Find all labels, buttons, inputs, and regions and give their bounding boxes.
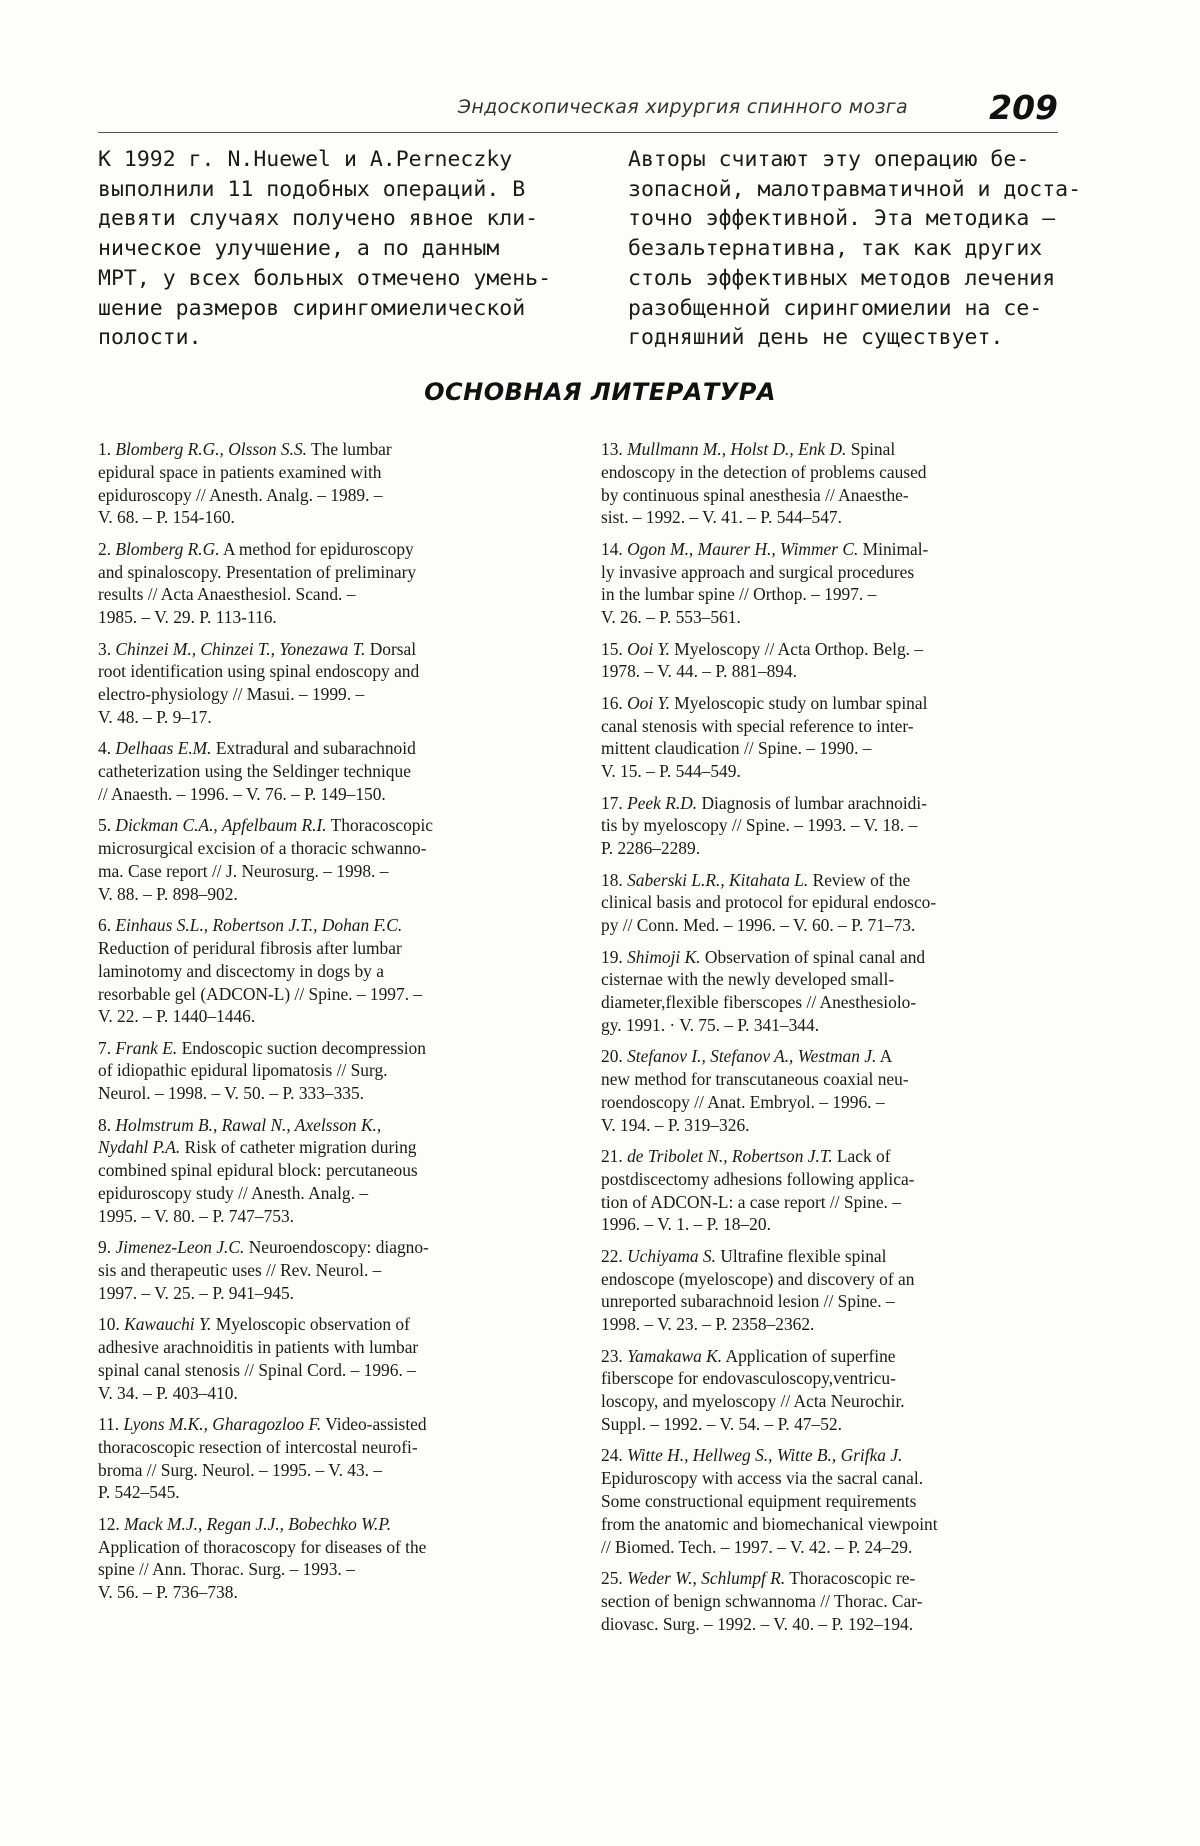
reference-line: endoscopy in the detection of problems caused bbox=[601, 461, 927, 482]
reference-authors: Kawauchi Y. bbox=[124, 1314, 212, 1335]
reference-line: Some constructional equipment requirements bbox=[601, 1491, 917, 1511]
reference-line: sist. – 1992. – V. 41. – P. 544–547. bbox=[601, 507, 842, 528]
reference-line: spine // Ann. Thorac. Surg. – 1993. – bbox=[98, 1559, 355, 1580]
reference-line: root identification using spinal endoscopy and bbox=[98, 661, 420, 682]
reference-line: diameter,flexible fiberscopes // Anesthesiolo- bbox=[601, 992, 917, 1013]
reference-line: laminotomy and discectomy in dogs by a bbox=[98, 960, 384, 981]
reference-line: ma. Case report // J. Neurosurg. – 1998. – bbox=[98, 860, 389, 881]
reference-text: Ultrafine flexible spinal bbox=[715, 1245, 887, 1266]
reference-line bbox=[601, 1045, 1066, 1068]
reference-number: 14. bbox=[601, 538, 628, 559]
reference-authors: Shimoji K. bbox=[627, 946, 701, 967]
reference-text: Dorsal bbox=[365, 638, 417, 659]
reference-line bbox=[98, 438, 563, 461]
references-right-column bbox=[601, 438, 1066, 1644]
reference-number: 6. bbox=[98, 915, 116, 936]
reference-line: of idiopathic epidural lipomatosis // Surg. bbox=[98, 1060, 388, 1081]
reference-line: loscopy, and myeloscopy // Acta Neurochir. bbox=[601, 1391, 905, 1412]
reference-line: Application of thoracoscopy for diseases of the bbox=[98, 1536, 427, 1557]
reference-line: V. 26. – P. 553–561. bbox=[601, 607, 741, 628]
reference-authors: Witte H., Hellweg S., Witte B., Grifka J. bbox=[627, 1445, 903, 1466]
reference-item bbox=[601, 869, 1066, 937]
reference-number: 18. bbox=[601, 869, 628, 890]
intro-line: ническое улучшение, а по данным bbox=[98, 236, 500, 262]
intro-line: безальтернативна, так как других bbox=[628, 236, 1043, 262]
intro-line: столь эффективных методов лечения bbox=[628, 265, 1056, 291]
reference-number: 21. bbox=[601, 1146, 628, 1167]
reference-number: 25. bbox=[601, 1567, 628, 1588]
reference-number: 9. bbox=[98, 1237, 116, 1258]
reference-text: Thoracoscopic re- bbox=[785, 1567, 916, 1588]
reference-line: py // Conn. Med. – 1996. – V. 60. – P. 71–73. bbox=[601, 915, 916, 936]
reference-number: 23. bbox=[601, 1345, 628, 1366]
reference-line bbox=[98, 638, 563, 661]
intro-line: девяти случаях получено явное кли- bbox=[98, 206, 539, 232]
reference-line: cisternae with the newly developed small- bbox=[601, 969, 895, 990]
reference-text: Video-assisted bbox=[321, 1414, 427, 1435]
reference-authors: Chinzei M., Chinzei T., Yonezawa T. bbox=[115, 638, 366, 659]
reference-authors: Mullmann M., Holst D., Enk D. bbox=[627, 439, 847, 459]
reference-line: V. 56. – P. 736–738. bbox=[98, 1582, 238, 1603]
reference-line: epiduroscopy study // Anesth. Analg. – bbox=[98, 1183, 369, 1204]
reference-line bbox=[98, 1236, 563, 1259]
page-header bbox=[98, 88, 1058, 133]
reference-line: results // Acta Anaesthesiol. Scand. – bbox=[98, 584, 356, 605]
reference-authors: Peek R.D. bbox=[627, 792, 698, 813]
reference-authors: Saberski L.R., Kitahata L. bbox=[627, 869, 809, 890]
reference-line: new method for transcutaneous coaxial neu- bbox=[601, 1069, 909, 1090]
intro-line: зопасной, малотравматичной и доста- bbox=[628, 176, 1082, 202]
reference-line: and spinaloscopy. Presentation of preliminary bbox=[98, 561, 417, 582]
reference-line: P. 2286–2289. bbox=[601, 838, 701, 859]
reference-line: V. 15. – P. 544–549. bbox=[601, 761, 741, 782]
reference-line: V. 48. – P. 9–17. bbox=[98, 706, 212, 727]
reference-line bbox=[98, 1313, 563, 1336]
intro-line: годняшний день не существует. bbox=[628, 325, 1004, 351]
reference-text: Extradural and subarachnoid bbox=[211, 738, 416, 759]
reference-item bbox=[98, 914, 563, 1028]
reference-item bbox=[98, 538, 563, 629]
reference-text: Endoscopic suction decompression bbox=[177, 1037, 426, 1058]
reference-number: 10. bbox=[98, 1314, 125, 1335]
reference-number: 24. bbox=[601, 1445, 628, 1466]
reference-line: Epiduroscopy with access via the sacral canal. bbox=[601, 1468, 924, 1489]
reference-authors: Ooi Y. bbox=[627, 638, 670, 659]
reference-line: sis and therapeutic uses // Rev. Neurol. – bbox=[98, 1260, 382, 1281]
reference-item bbox=[98, 737, 563, 805]
reference-line bbox=[601, 692, 1066, 715]
reference-item bbox=[601, 1444, 1066, 1558]
reference-item bbox=[601, 538, 1066, 629]
reference-line: mittent claudication // Spine. – 1990. – bbox=[601, 738, 872, 759]
reference-number: 20. bbox=[601, 1046, 628, 1067]
reference-line bbox=[98, 737, 563, 760]
reference-number: 3. bbox=[98, 638, 116, 659]
reference-line: adhesive arachnoiditis in patients with lumbar bbox=[98, 1337, 419, 1358]
reference-line: canal stenosis with special reference to inter- bbox=[601, 715, 914, 736]
section-heading: ОСНОВНАЯ ЛИТЕРАТУРА bbox=[424, 378, 776, 406]
reference-item bbox=[98, 1313, 563, 1404]
reference-line: unreported subarachnoid lesion // Spine. – bbox=[601, 1291, 895, 1312]
reference-number: 2. bbox=[98, 538, 116, 559]
reference-authors: Holmstrum B., Rawal N., Axelsson K., bbox=[115, 1114, 382, 1135]
reference-line: Neurol. – 1998. – V. 50. – P. 333–335. bbox=[98, 1083, 365, 1104]
reference-line bbox=[601, 1245, 1066, 1268]
reference-authors: Ogon M., Maurer H., Wimmer C. bbox=[627, 538, 859, 559]
reference-item bbox=[98, 1236, 563, 1304]
reference-item bbox=[601, 692, 1066, 783]
reference-item bbox=[601, 438, 1066, 529]
reference-text: Application of superfine bbox=[722, 1345, 896, 1366]
reference-line: 1997. – V. 25. – P. 941–945. bbox=[98, 1282, 294, 1303]
reference-line: roendoscopy // Anat. Embryol. – 1996. – bbox=[601, 1091, 885, 1112]
reference-line bbox=[601, 1145, 1066, 1168]
reference-item bbox=[601, 792, 1066, 860]
reference-line bbox=[601, 792, 1066, 815]
reference-line: V. 22. – P. 1440–1446. bbox=[98, 1006, 256, 1027]
reference-item bbox=[98, 1513, 563, 1604]
reference-number: 15. bbox=[601, 638, 628, 659]
reference-authors: Yamakawa K. bbox=[627, 1345, 723, 1366]
reference-authors: Nydahl P.A. bbox=[98, 1137, 181, 1158]
reference-line bbox=[601, 438, 1066, 461]
reference-number: 19. bbox=[601, 946, 628, 967]
reference-authors: Stefanov I., Stefanov A., Westman J. bbox=[627, 1046, 877, 1067]
reference-line: 1996. – V. 1. – P. 18–20. bbox=[601, 1214, 771, 1235]
intro-line: шение размеров сирингомиелической bbox=[98, 295, 526, 321]
reference-number: 1. bbox=[98, 439, 116, 459]
reference-line bbox=[98, 1037, 563, 1060]
reference-item bbox=[98, 1114, 563, 1228]
reference-line: section of benign schwannoma // Thorac. Car- bbox=[601, 1590, 923, 1611]
reference-line: epiduroscopy // Anesth. Analg. – 1989. – bbox=[98, 484, 383, 505]
reference-line bbox=[98, 914, 563, 937]
reference-line: V. 68. – P. 154-160. bbox=[98, 507, 235, 528]
reference-authors: Blomberg R.G. bbox=[115, 538, 220, 559]
reference-number: 7. bbox=[98, 1037, 116, 1058]
reference-authors: Mack M.J., Regan J.J., Bobechko W.P. bbox=[124, 1513, 392, 1534]
reference-line: tion of ADCON-L: a case report // Spine. – bbox=[601, 1191, 901, 1212]
reference-text: Minimal- bbox=[858, 538, 929, 559]
reference-line: resorbable gel (ADCON-L) // Spine. – 1997. – bbox=[98, 983, 423, 1004]
intro-right-column bbox=[628, 145, 1090, 353]
reference-line: Reduction of peridural fibrosis after lumbar bbox=[98, 937, 402, 958]
reference-authors: Jimenez-Leon J.C. bbox=[115, 1237, 245, 1258]
reference-text: Diagnosis of lumbar arachnoidi- bbox=[697, 792, 927, 813]
reference-line: Suppl. – 1992. – V. 54. – P. 47–52. bbox=[601, 1414, 842, 1435]
reference-item bbox=[601, 1045, 1066, 1136]
reference-text: The lumbar bbox=[307, 439, 392, 459]
reference-authors: Blomberg R.G., Olsson S.S. bbox=[115, 439, 308, 459]
reference-authors: Ooi Y. bbox=[627, 692, 670, 713]
reference-line bbox=[98, 1413, 563, 1436]
reference-line: combined spinal epidural block: percutaneous bbox=[98, 1160, 418, 1181]
reference-number: 16. bbox=[601, 692, 628, 713]
page-number: 209 bbox=[989, 88, 1058, 127]
reference-item bbox=[98, 1413, 563, 1504]
reference-line: endoscope (myeloscope) and discovery of an bbox=[601, 1268, 915, 1289]
reference-line: V. 88. – P. 898–902. bbox=[98, 883, 238, 904]
reference-authors: Frank E. bbox=[115, 1037, 178, 1058]
reference-line: ly invasive approach and surgical procedures bbox=[601, 561, 915, 582]
reference-text: Neuroendoscopy: diagno- bbox=[244, 1237, 429, 1258]
reference-number: 22. bbox=[601, 1245, 628, 1266]
reference-line bbox=[98, 1136, 563, 1159]
reference-line: from the anatomic and biomechanical viewpoint bbox=[601, 1513, 938, 1534]
reference-item bbox=[98, 1037, 563, 1105]
reference-line: 1985. – V. 29. P. 113-116. bbox=[98, 607, 277, 628]
reference-line: fiberscope for endovasculoscopy,ventricu- bbox=[601, 1368, 896, 1389]
reference-line: gy. 1991. · V. 75. – P. 341–344. bbox=[601, 1014, 820, 1035]
reference-number: 13. bbox=[601, 439, 628, 459]
reference-line: 1998. – V. 23. – P. 2358–2362. bbox=[601, 1314, 815, 1335]
reference-item bbox=[601, 1145, 1066, 1236]
reference-line bbox=[601, 538, 1066, 561]
reference-line: 1995. – V. 80. – P. 747–753. bbox=[98, 1205, 294, 1226]
references-left-column bbox=[98, 438, 563, 1613]
reference-text: Myeloscopic observation of bbox=[211, 1314, 410, 1335]
reference-line bbox=[601, 1345, 1066, 1368]
reference-number: 8. bbox=[98, 1114, 116, 1135]
reference-authors: Delhaas E.M. bbox=[115, 738, 212, 759]
intro-line: разобщенной сирингомиелии на се- bbox=[628, 295, 1043, 321]
reference-text: A method for epiduroscopy bbox=[219, 538, 414, 559]
reference-line: clinical basis and protocol for epidural endosco- bbox=[601, 892, 937, 913]
reference-number: 11. bbox=[98, 1414, 124, 1435]
reference-item bbox=[98, 438, 563, 529]
reference-line: 1978. – V. 44. – P. 881–894. bbox=[601, 661, 797, 682]
reference-number: 12. bbox=[98, 1513, 125, 1534]
reference-item bbox=[601, 1245, 1066, 1336]
reference-authors: de Tribolet N., Robertson J.T. bbox=[627, 1146, 833, 1167]
intro-line: выполнили 11 подобных операций. В bbox=[98, 176, 526, 202]
reference-text: Spinal bbox=[846, 439, 896, 459]
reference-authors: Dickman C.A., Apfelbaum R.I. bbox=[115, 815, 327, 836]
reference-line: epidural space in patients examined with bbox=[98, 461, 382, 482]
reference-line: catheterization using the Seldinger technique bbox=[98, 761, 411, 782]
intro-line: полости. bbox=[98, 325, 202, 351]
reference-line: // Biomed. Tech. – 1997. – V. 42. – P. 24–29. bbox=[601, 1536, 913, 1557]
intro-line: Авторы считают эту операцию бе- bbox=[628, 147, 1030, 172]
intro-left-column bbox=[98, 145, 560, 353]
reference-line: diovasc. Surg. – 1992. – V. 40. – P. 192–194. bbox=[601, 1613, 914, 1634]
reference-line bbox=[98, 814, 563, 837]
reference-line: P. 542–545. bbox=[98, 1482, 180, 1503]
reference-line: broma // Surg. Neurol. – 1995. – V. 43. – bbox=[98, 1459, 383, 1480]
reference-text: Thoracoscopic bbox=[326, 815, 434, 836]
reference-line: V. 194. – P. 319–326. bbox=[601, 1114, 750, 1135]
reference-authors: Uchiyama S. bbox=[627, 1245, 716, 1266]
reference-text: Observation of spinal canal and bbox=[700, 946, 926, 967]
reference-number: 4. bbox=[98, 738, 116, 759]
reference-text: A bbox=[876, 1046, 893, 1067]
reference-authors: Weder W., Schlumpf R. bbox=[627, 1567, 786, 1588]
reference-line bbox=[601, 638, 1066, 661]
reference-line: thoracoscopic resection of intercostal neurofi- bbox=[98, 1436, 418, 1457]
reference-text: Myeloscopic study on lumbar spinal bbox=[669, 692, 928, 713]
reference-authors: Lyons M.K., Gharagozloo F. bbox=[123, 1414, 322, 1435]
reference-item bbox=[98, 638, 563, 729]
running-title: Эндоскопическая хирургия спинного мозга bbox=[457, 96, 908, 118]
reference-line bbox=[98, 1114, 563, 1137]
reference-line: electro-physiology // Masui. – 1999. – bbox=[98, 684, 365, 705]
reference-text: Myeloscopy // Acta Orthop. Belg. – bbox=[669, 638, 924, 659]
reference-line bbox=[601, 1444, 1066, 1467]
reference-text: Risk of catheter migration during bbox=[180, 1137, 417, 1158]
reference-line bbox=[601, 1567, 1066, 1590]
reference-line bbox=[98, 1513, 563, 1536]
reference-item bbox=[601, 1567, 1066, 1635]
reference-item bbox=[98, 814, 563, 905]
reference-line: postdiscectomy adhesions following applica- bbox=[601, 1168, 915, 1189]
intro-line: МРТ, у всех больных отмечено умень- bbox=[98, 265, 552, 291]
reference-number: 17. bbox=[601, 792, 628, 813]
reference-line: in the lumbar spine // Orthop. – 1997. – bbox=[601, 584, 877, 605]
reference-text: Review of the bbox=[808, 869, 911, 890]
reference-line: V. 34. – P. 403–410. bbox=[98, 1382, 238, 1403]
intro-line: К 1992 г. N.Huewel и A.Perneczky bbox=[98, 147, 513, 172]
reference-text: Lack of bbox=[832, 1146, 891, 1167]
reference-line: by continuous spinal anesthesia // Anaesthe- bbox=[601, 484, 909, 505]
reference-line bbox=[601, 869, 1066, 892]
reference-line: spinal canal stenosis // Spinal Cord. – 1996. – bbox=[98, 1359, 416, 1380]
reference-line: // Anaesth. – 1996. – V. 76. – P. 149–150. bbox=[98, 783, 386, 804]
reference-authors: Einhaus S.L., Robertson J.T., Dohan F.C. bbox=[115, 915, 403, 936]
reference-line bbox=[98, 538, 563, 561]
reference-line bbox=[601, 946, 1066, 969]
reference-item bbox=[601, 1345, 1066, 1436]
reference-number: 5. bbox=[98, 815, 116, 836]
reference-item bbox=[601, 638, 1066, 684]
reference-line: microsurgical excision of a thoracic schwanno- bbox=[98, 838, 427, 859]
reference-line: tis by myeloscopy // Spine. – 1993. – V. 18. – bbox=[601, 815, 918, 836]
intro-line: точно эффективной. Эта методика – bbox=[628, 206, 1056, 232]
reference-item bbox=[601, 946, 1066, 1037]
